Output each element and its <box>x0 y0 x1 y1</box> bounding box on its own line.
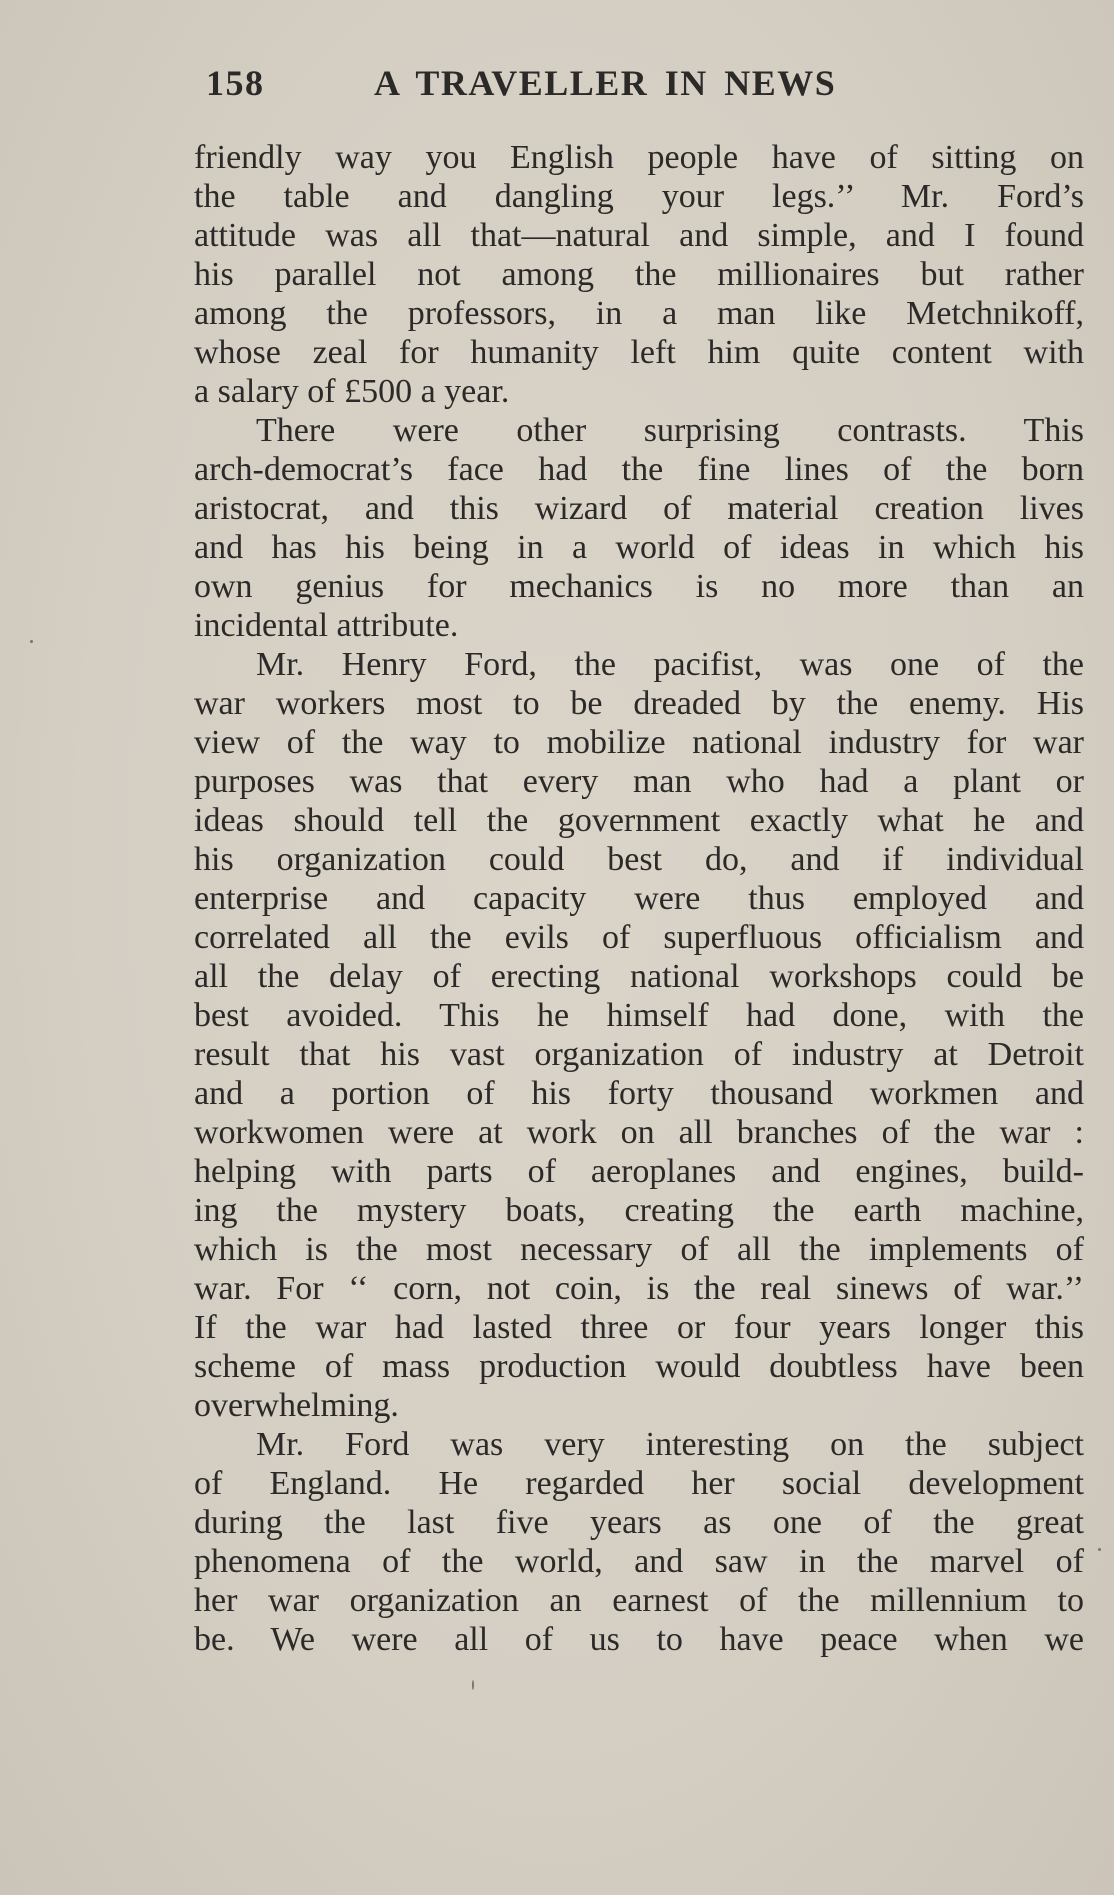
text-line: of England. He regarded her social development <box>194 1465 1084 1502</box>
text-line: ideas should tell the government exactly what he and <box>194 802 1084 839</box>
text-line: purposes was that every man who had a plant or <box>194 763 1084 800</box>
text-line: phenomena of the world, and saw in the marvel of <box>194 1543 1084 1580</box>
text-line: attitude was all that—natural and simple, and I found <box>194 217 1084 254</box>
text-line: all the delay of erecting national workshops could be <box>194 958 1084 995</box>
running-title: A TRAVELLER IN NEWS <box>374 63 837 103</box>
text-line: war workers most to be dreaded by the enemy. His <box>194 685 1084 722</box>
text-line: Mr. Henry Ford, the pacifist, was one of the <box>256 646 1084 683</box>
text-line: overwhelming. <box>194 1387 399 1424</box>
text-line: view of the way to mobilize national industry for war <box>194 724 1084 761</box>
body-text <box>194 138 1084 1659</box>
text-line: his organization could best do, and if individual <box>194 841 1084 878</box>
text-line: and a portion of his forty thousand workmen and <box>194 1075 1084 1112</box>
text-line: during the last five years as one of the great <box>194 1504 1084 1541</box>
page-number: 158 <box>206 63 265 103</box>
text-line: and has his being in a world of ideas in which his <box>194 529 1084 566</box>
text-line: enterprise and capacity were thus employed and <box>194 880 1084 917</box>
text-line: the table and dangling your legs.’’ Mr. Ford’s <box>194 178 1084 215</box>
text-line: correlated all the evils of superfluous officialism and <box>194 919 1084 956</box>
text-line: war. For ‘‘ corn, not coin, is the real sinews of war.’’ <box>194 1270 1084 1307</box>
text-line: friendly way you English people have of sitting on <box>194 139 1084 176</box>
text-line: which is the most necessary of all the implements of <box>194 1231 1084 1268</box>
text-line: aristocrat, and this wizard of material creation lives <box>194 490 1084 527</box>
paper-speck <box>472 1680 474 1690</box>
text-line: scheme of mass production would doubtless have been <box>194 1348 1084 1385</box>
text-line: If the war had lasted three or four years longer this <box>194 1309 1084 1346</box>
text-line: be. We were all of us to have peace when we <box>194 1621 1084 1658</box>
paper-speck <box>1098 1548 1101 1551</box>
text-line: her war organization an earnest of the millennium to <box>194 1582 1084 1619</box>
text-line: best avoided. This he himself had done, with the <box>194 997 1084 1034</box>
page-header <box>206 62 931 110</box>
text-line: workwomen were at work on all branches of the war : <box>194 1114 1084 1151</box>
text-line: helping with parts of aeroplanes and engines, build- <box>194 1153 1084 1190</box>
paper-speck <box>30 640 33 643</box>
text-line: result that his vast organization of industry at Detroit <box>194 1036 1084 1073</box>
text-line: his parallel not among the millionaires but rather <box>194 256 1084 293</box>
text-line: Mr. Ford was very interesting on the subject <box>256 1426 1084 1463</box>
text-line: incidental attribute. <box>194 607 459 644</box>
text-line: There were other surprising contrasts. This <box>256 412 1084 449</box>
text-line: own genius for mechanics is no more than an <box>194 568 1084 605</box>
text-line: a salary of £500 a year. <box>194 373 510 410</box>
text-line: whose zeal for humanity left him quite content with <box>194 334 1084 371</box>
text-line: arch-democrat’s face had the fine lines of the born <box>194 451 1084 488</box>
text-line: ing the mystery boats, creating the earth machine, <box>194 1192 1084 1229</box>
text-line: among the professors, in a man like Metchnikoff, <box>194 295 1084 332</box>
